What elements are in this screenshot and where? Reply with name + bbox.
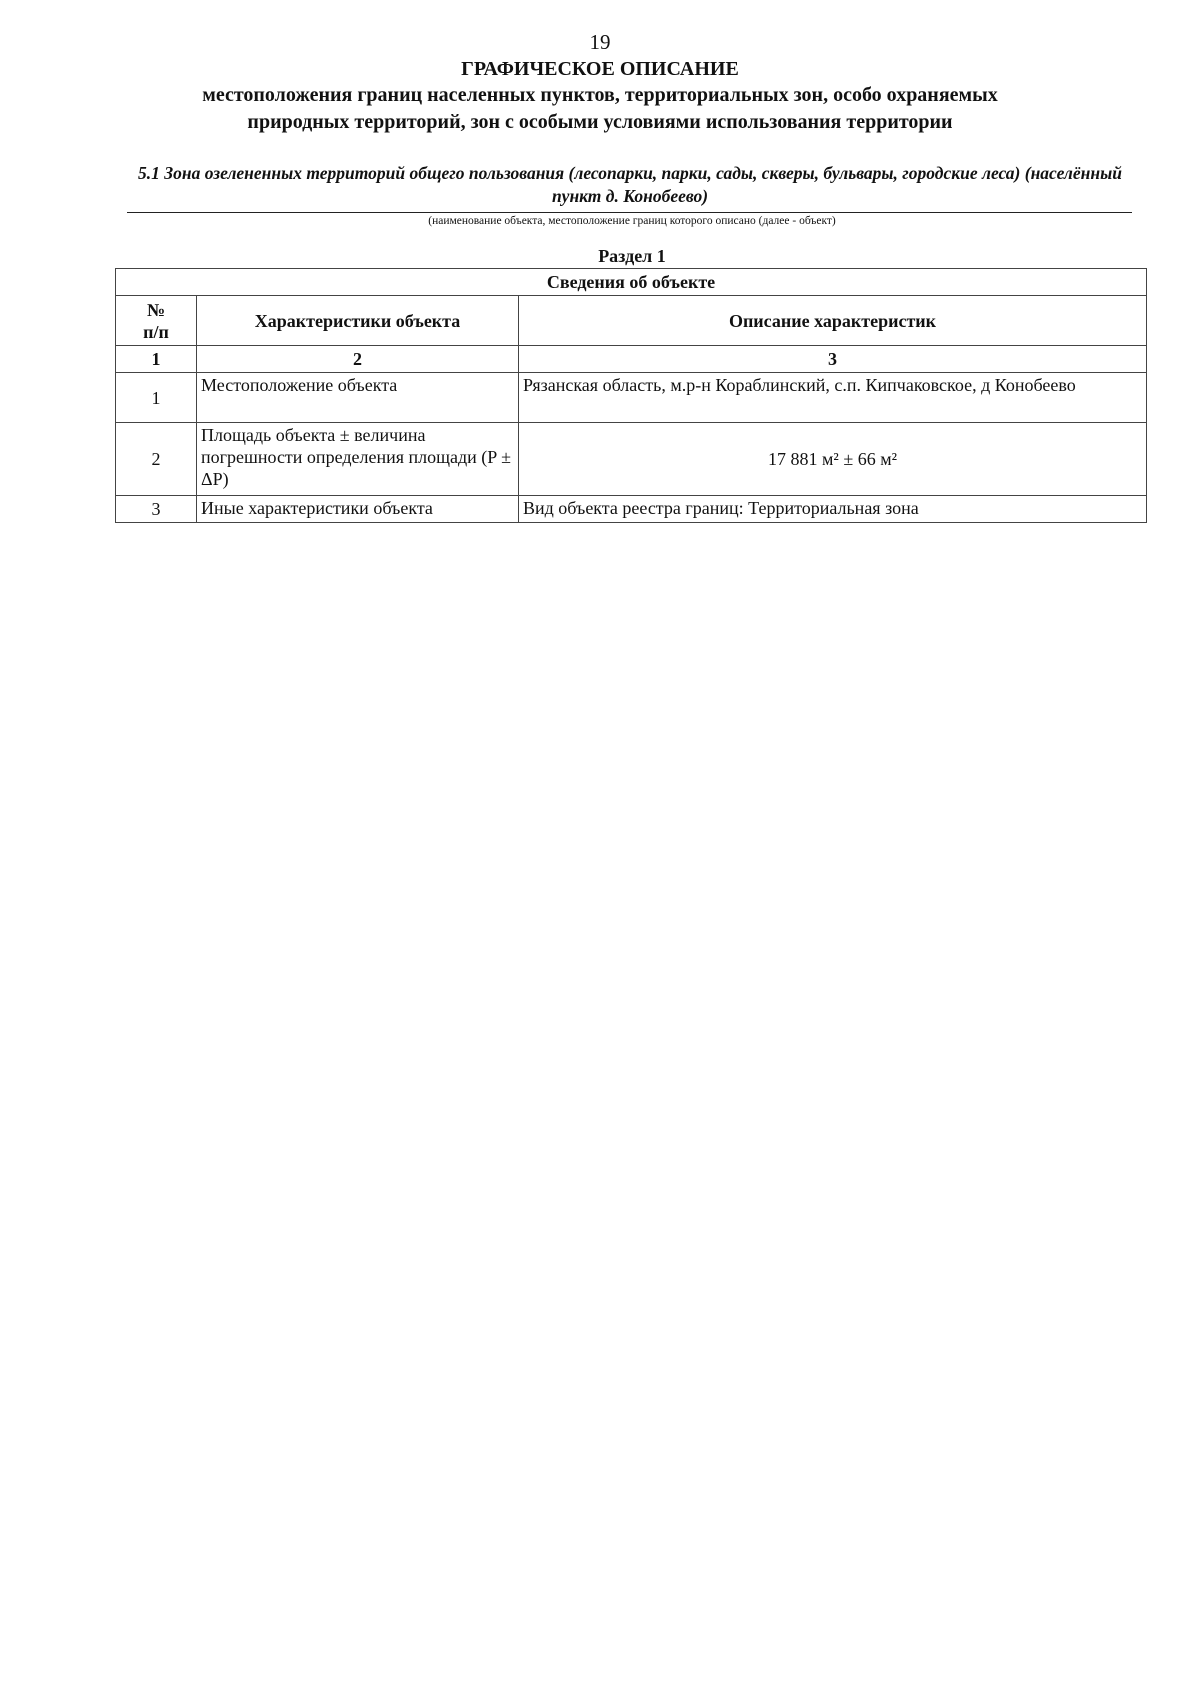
- header-num: [116, 296, 197, 346]
- document-title: ГРАФИЧЕСКОЕ ОПИСАНИЕ: [461, 58, 739, 80]
- column-index: 1: [116, 346, 197, 373]
- table-row: [116, 373, 1147, 423]
- row-description: 17 881 м² ± 66 м²: [519, 423, 1147, 496]
- table-caption: Сведения об объекте: [116, 269, 1147, 296]
- object-name-underline: [127, 212, 1132, 213]
- row-number: 3: [116, 496, 197, 523]
- row-characteristic: Площадь объекта ± величина погрешности определения площади (P ± ΔP): [197, 423, 519, 496]
- row-characteristic: Иные характеристики объекта: [197, 496, 519, 523]
- header-characteristic: Характеристики объекта: [197, 296, 519, 346]
- row-description: Вид объекта реестра границ: Территориальная зона: [519, 496, 1147, 523]
- header-num-line1: №: [146, 299, 166, 320]
- object-name-caption: (наименование объекта, местоположение границ которого описано (далее - объект): [428, 215, 836, 227]
- row-characteristic: Местоположение объекта: [197, 373, 519, 423]
- table-caption-row: [116, 269, 1147, 296]
- column-index: 3: [519, 346, 1147, 373]
- column-index: 2: [197, 346, 519, 373]
- row-number: 1: [116, 373, 197, 423]
- object-name: 5.1 Зона озелененных территорий общего пользования (лесопарки, парки, сады, скверы, бульвары, городские леса) (населённый пункт д. Конобеево): [138, 163, 1122, 206]
- header-num-line2: п/п: [143, 321, 169, 342]
- table-row: [116, 496, 1147, 523]
- header-description: Описание характеристик: [519, 296, 1147, 346]
- section-title: Раздел 1: [598, 246, 666, 266]
- column-index-row: [116, 346, 1147, 373]
- table-header-row: [116, 296, 1147, 346]
- object-info-table: [115, 268, 1147, 523]
- page-number: 19: [589, 30, 611, 54]
- table-row: [116, 423, 1147, 496]
- row-description: Рязанская область, м.р-н Кораблинский, с.п. Кипчаковское, д Конобеево: [519, 373, 1147, 423]
- row-number: 2: [116, 423, 197, 496]
- document-subtitle: местоположения границ населенных пунктов, территориальных зон, особо охраняемых природных территорий, зон с особыми условиями использования территории: [202, 84, 998, 133]
